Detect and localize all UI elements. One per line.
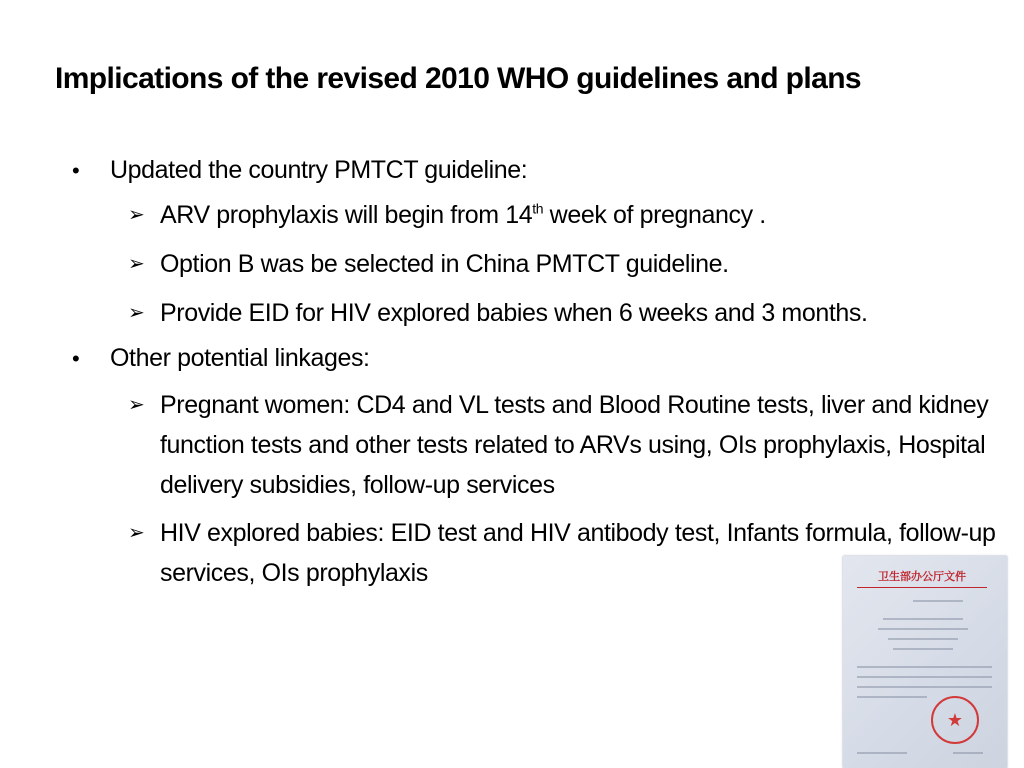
bullet-dot-icon: • bbox=[72, 158, 80, 183]
arrow-bullet-icon: ➢ bbox=[128, 253, 145, 275]
sub-text: Pregnant women: CD4 and VL tests and Blood Routine tests, liver and kidney function tests and other tests related to ARVs using, OIs prophylaxis, Hospital delivery subsidies, follow-up services bbox=[160, 391, 989, 499]
sub-text: HIV explored babies: EID test and HIV antibody test, Infants formula, follow-up services, OIs prophylaxis bbox=[160, 519, 996, 587]
arrow-bullet-icon: ➢ bbox=[128, 302, 145, 324]
sub-text-end: week of pregnancy . bbox=[543, 201, 766, 229]
arrow-bullet-icon: ➢ bbox=[128, 394, 145, 416]
sub-item-eid bbox=[72, 289, 1022, 338]
sub-text: ARV prophylaxis will begin from 14 bbox=[160, 201, 533, 229]
sub-item-option-b bbox=[72, 240, 1022, 289]
slide-title: Implications of the revised 2010 WHO guidelines and plans bbox=[55, 62, 862, 95]
bullet-item-linkages bbox=[72, 338, 1022, 385]
superscript-th: th bbox=[532, 200, 544, 217]
bullet-text: Other potential linkages: bbox=[110, 344, 370, 372]
sub-text: Option B was be selected in China PMTCT guideline. bbox=[160, 250, 729, 278]
bullet-list bbox=[72, 150, 1022, 593]
bullet-item-pmtct bbox=[72, 150, 1022, 191]
sub-text: Provide EID for HIV explored babies when 6 weeks and 3 months. bbox=[160, 299, 868, 327]
document-header: 卫生部办公厅文件 bbox=[857, 568, 987, 588]
arrow-bullet-icon: ➢ bbox=[128, 522, 145, 544]
bullet-text: Updated the country PMTCT guideline: bbox=[110, 156, 528, 184]
bullet-dot-icon: • bbox=[72, 346, 80, 371]
arrow-bullet-icon: ➢ bbox=[128, 204, 145, 226]
red-seal-stamp: ★ bbox=[931, 696, 979, 744]
document-photo bbox=[843, 556, 1007, 768]
sub-item-pregnant-women bbox=[72, 385, 1022, 505]
sub-item-arv bbox=[72, 191, 1022, 240]
